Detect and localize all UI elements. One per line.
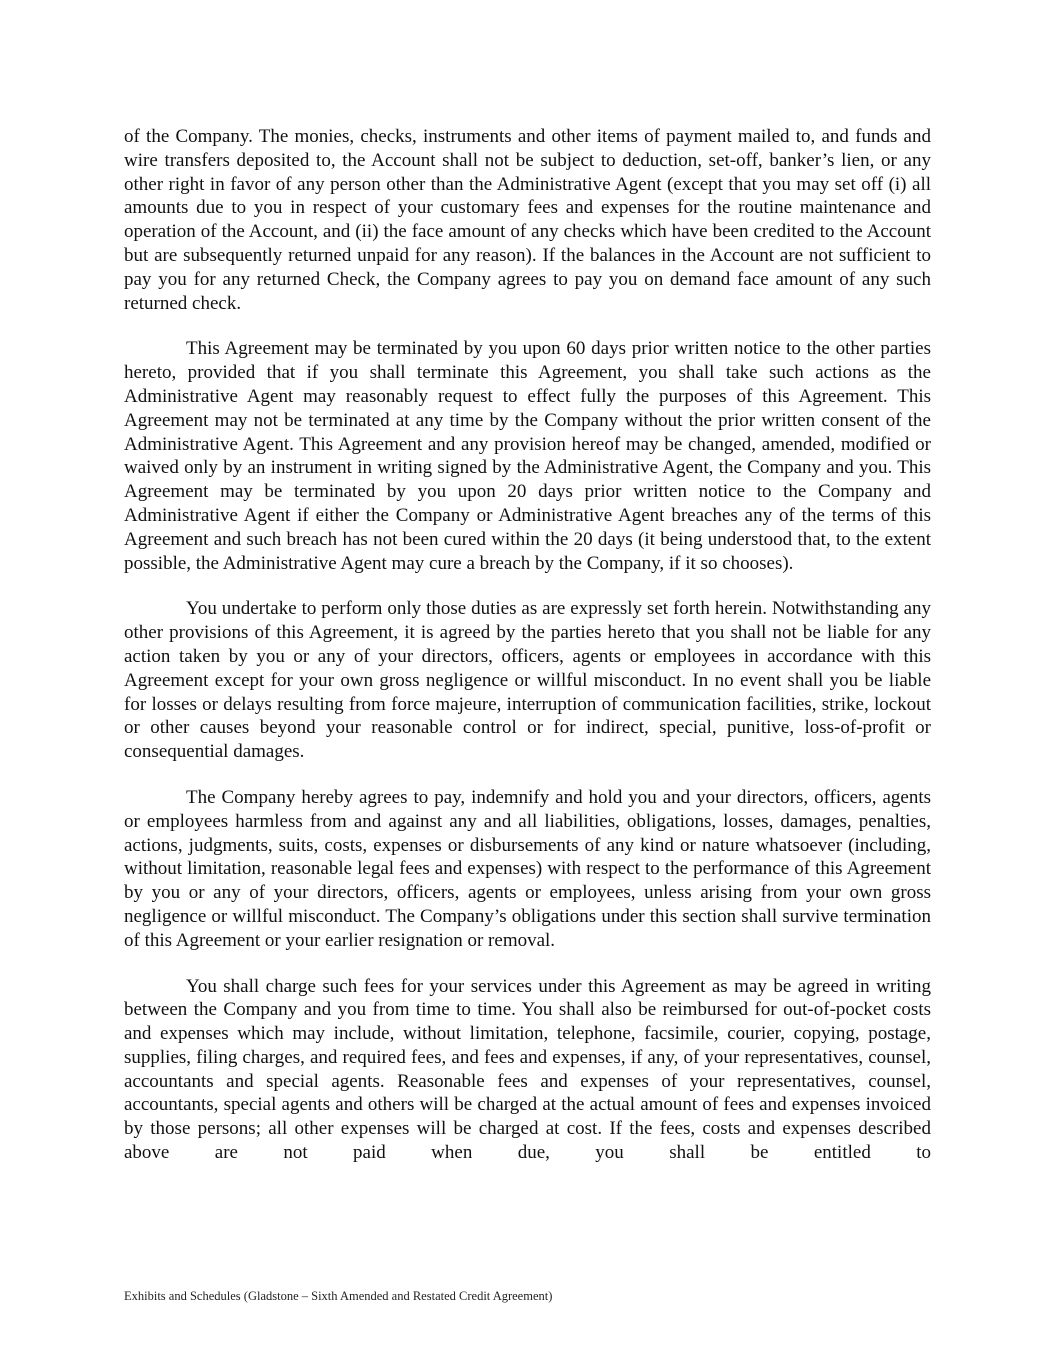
paragraph-duties-liability: You undertake to perform only those duties as are expressly set forth herein. Notwithstanding any other provisions of this Agreement, it is agreed by the parties hereto that you shall not be liable for any action taken by you or any of your directors, officers, agents or employees in accordance with this Agreement except for your own gross negligence or willful misconduct. In no event shall you be liable for losses or delays resulting from force majeure, interruption of communication facilities, strike, lockout or other causes beyond your reasonable control or for indirect, special, punitive, loss-of-profit or consequential damages.: [124, 598, 931, 763]
page-footer: Exhibits and Schedules (Gladstone – Sixth Amended and Restated Credit Agreement): [124, 1289, 553, 1303]
paragraph-fees-expenses: You shall charge such fees for your services under this Agreement as may be agreed in writing between the Company and you from time to time. You shall also be reimbursed for out-of-pocket costs and expenses which may include, without limitation, telephone, facsimile, courier, copying, postage, supplies, filing charges, and required fees, and fees and expenses, if any, of your representatives, counsel, accountants and special agents. Reasonable fees and expenses of your representatives, counsel, accountants, special agents and others will be charged at the actual amount of fees and expenses invoiced by those persons; all other expenses will be charged at cost. If the fees, costs and expenses described above are not paid when due, you shall be entitled to: [124, 975, 931, 1164]
document-body: [124, 125, 931, 1187]
paragraph-termination: This Agreement may be terminated by you upon 60 days prior written notice to the other parties hereto, provided that if you shall terminate this Agreement, you shall take such actions as the Administrative Agent may reasonably request to effect fully the purposes of this Agreement. This Agreement may not be terminated at any time by the Company without the prior written consent of the Administrative Agent. This Agreement and any provision hereof may be changed, amended, modified or waived only by an instrument in writing signed by the Administrative Agent, the Company and you. This Agreement may be terminated by you upon 20 days prior written notice to the Company and Administrative Agent if either the Company or Administrative Agent breaches any of the terms of this Agreement and such breach has not been cured within the 20 days (it being understood that, to the extent possible, the Administrative Agent may cure a breach by the Company, if it so chooses).: [124, 338, 931, 574]
paragraph-account-deposits: of the Company. The monies, checks, instruments and other items of payment mailed to, and funds and wire transfers deposited to, the Account shall not be subject to deduction, set-off, banker’s lien, or any other right in favor of any person other than the Administrative Agent (except that you may set off (i) all amounts due to you in respect of your customary fees and expenses for the routine maintenance and operation of the Account, and (ii) the face amount of any checks which have been credited to the Account but are subsequently returned unpaid for any reason). If the balances in the Account are not sufficient to pay you for any returned Check, the Company agrees to pay you on demand face amount of any such returned check.: [124, 126, 931, 314]
paragraph-indemnification: The Company hereby agrees to pay, indemnify and hold you and your directors, officers, agents or employees harmless from and against any and all liabilities, obligations, losses, damages, penalties, actions, judgments, suits, costs, expenses or disbursements of any kind or nature whatsoever (including, without limitation, reasonable legal fees and expenses) with respect to the performance of this Agreement by you or any of your directors, officers, agents or employees, unless arising from your own gross negligence or willful misconduct. The Company’s obligations under this section shall survive termination of this Agreement or your earlier resignation or removal.: [124, 786, 931, 951]
